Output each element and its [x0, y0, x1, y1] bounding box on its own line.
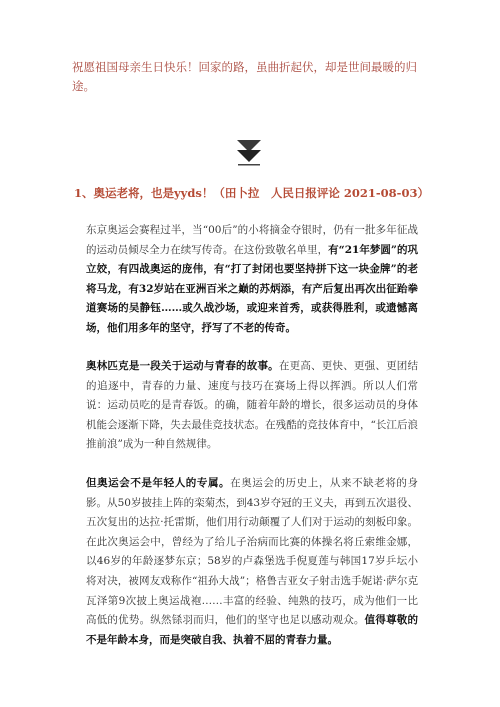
text-run: 在更高、更快、更强、更团结的追逐中，青春的力量、速度与技巧在赛场上得以挥洒。所以人们常说：运动员吃的是青春饭。的确，随着年龄的增长，很多运动员的身体机能会逐渐下降，失去最佳竞技状态。在残酷的竞技体育中，“长江后浪推前浪”成为一种自然规律。	[86, 360, 419, 451]
chevron-icon-svg	[234, 138, 264, 168]
bold-text-run: 值得尊敬的不是年龄本身，而是突破自我、执着不屈的青春力量。	[86, 614, 419, 646]
intro-paragraph: 祝愿祖国母亲生日快乐！回家的路，虽曲折起伏，却是世间最暖的归途。	[72, 60, 417, 93]
text-run: 在奥运会的历史上，从来不缺老将的身影。从50岁披挂上阵的栾菊杰，到43岁夺冠的王义夫，再到五次退役、五次复出的达拉·托雷斯，他们用行动颠覆了人们对于运动的刻板印象。在此次奥运会中，曾经为了给儿子治病而比赛的体操名将丘索维金娜，以46岁的年龄逐梦东京；58岁的卢森堡选手倪夏莲与韩国17岁乒坛小将对决，被网友戏称作“祖孙大战”；格鲁吉亚女子射击选手妮诺·萨尔克瓦泽第9次披上奥运战袍……丰富的经验、纯熟的技巧，成为他们一比高低的优势。纵然铩羽而归，他们的坚守也足以感动观众。	[86, 477, 419, 627]
body-paragraph-1	[86, 221, 418, 339]
body-paragraph-3	[86, 474, 418, 650]
bold-text-run: 奥林匹克是一段关于运动与青春的故事。	[86, 360, 279, 372]
text-run: 东京奥运会赛程过半，当“00后”的小将摘金夺银时，仍有一批多年征战的运动员倾尽全力在续写传奇。在这份致敬名单里，	[86, 224, 418, 256]
double-chevron-down-icon	[234, 138, 264, 168]
bold-text-run: 但奥运会不是年轻人的专属。	[86, 477, 231, 489]
section-heading: 1、奥运老将，也是yyds！（田卜拉 人民日报评论 2021-08-03）	[74, 186, 429, 200]
body-paragraph-2	[86, 357, 418, 455]
bold-text-run: 有“21年梦圆”的巩立姣，有四战奥运的庞伟，有“打了封闭也要坚持拼下这一块金牌”的老将马龙，有32岁站在亚洲百米之巅的苏炳添，有产后复出再次出征跆拳道赛场的吴静钰……或久战沙场，或迎来首秀，或获得胜利，或遗憾离场，他们用多年的坚守，抒写了不老的传奇。	[86, 243, 419, 334]
